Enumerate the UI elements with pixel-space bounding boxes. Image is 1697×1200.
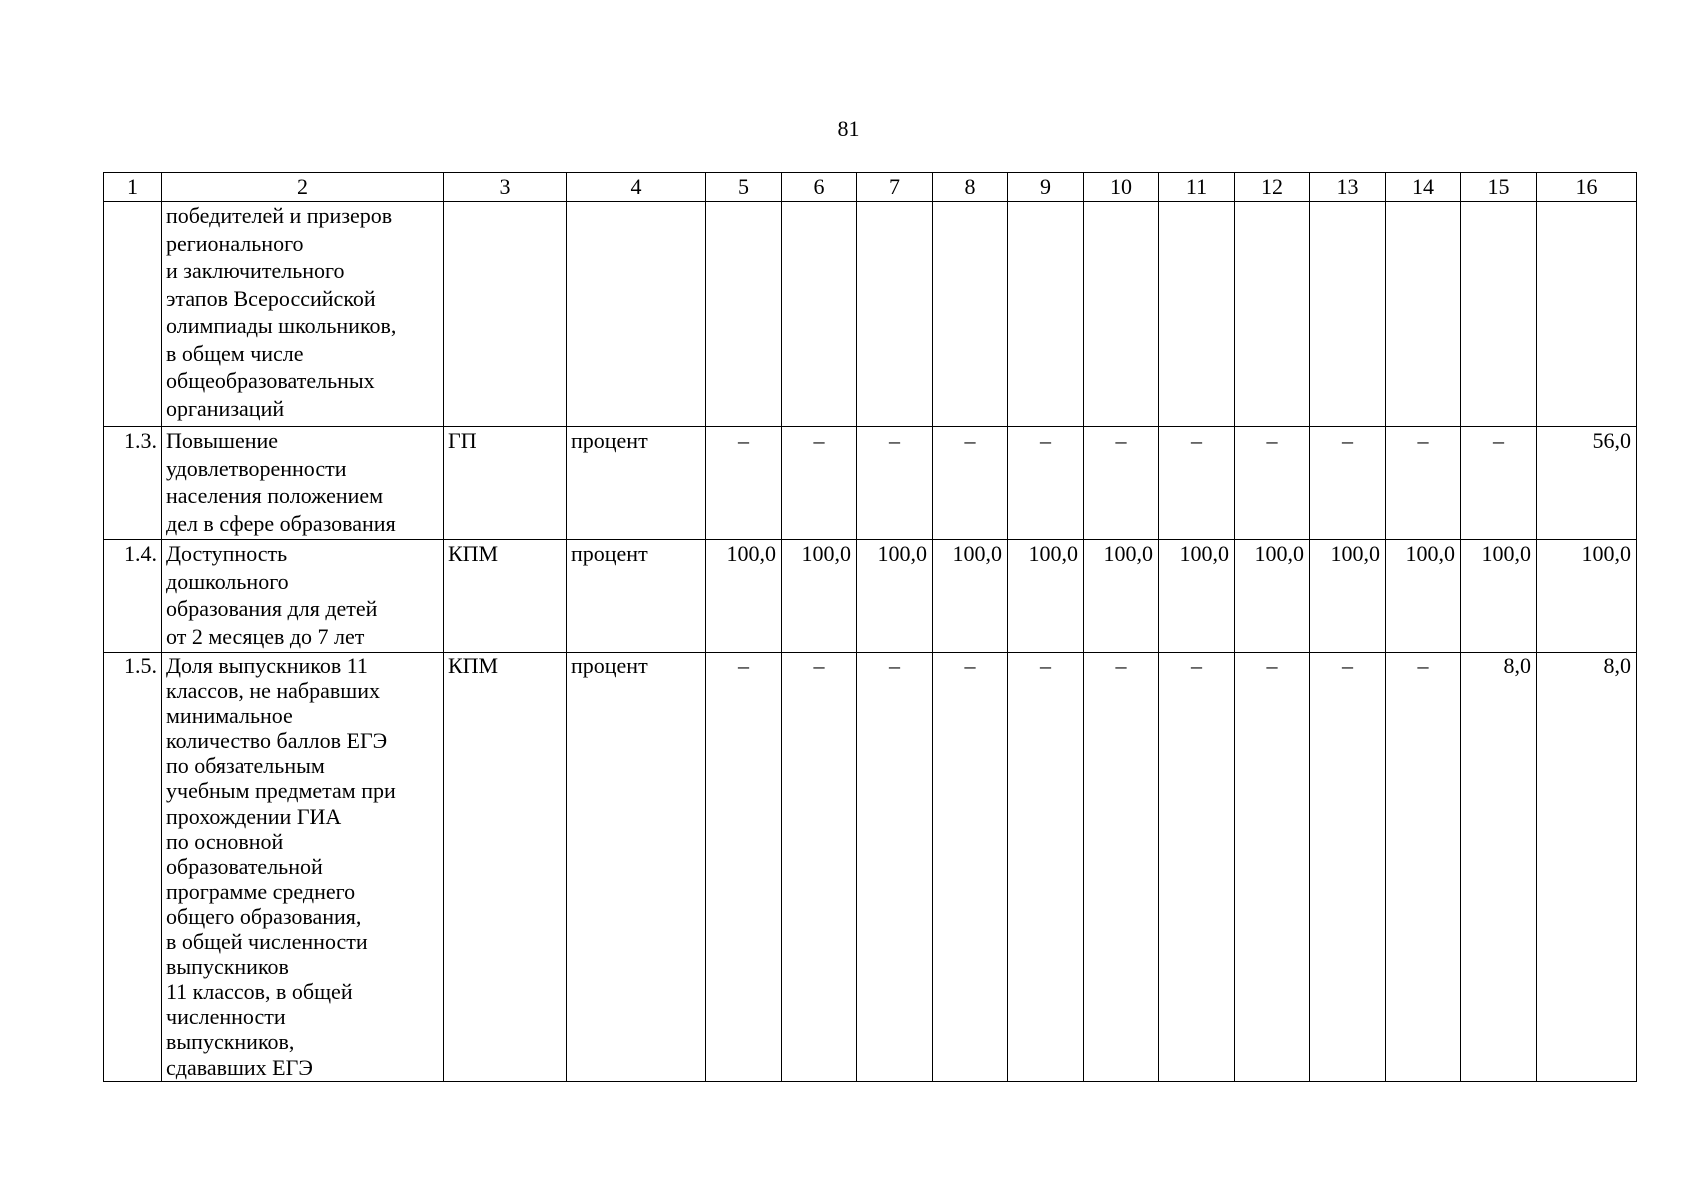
indicator-value: 56,0 <box>1537 427 1637 540</box>
table-row <box>104 540 1637 653</box>
indicator-value: – <box>857 653 933 1082</box>
table-row <box>104 653 1637 1082</box>
table-row <box>104 202 1637 427</box>
indicator-value: – <box>1310 653 1386 1082</box>
header-cell: 8 <box>933 173 1008 202</box>
indicator-name-line: минимальное <box>166 703 293 729</box>
indicator-value: 100,0 <box>1235 540 1310 653</box>
indicator-value: – <box>1008 427 1084 540</box>
indicator-name-line: программе среднего <box>166 878 356 904</box>
row-number <box>104 202 162 427</box>
indicator-value: 100,0 <box>933 540 1008 653</box>
indicator-value <box>1159 202 1235 427</box>
indicator-value: 100,0 <box>1084 540 1159 653</box>
indicator-value: 8,0 <box>1461 653 1537 1082</box>
indicator-source: КПМ <box>444 653 567 1082</box>
header-cell: 6 <box>782 173 857 202</box>
indicator-value: 8,0 <box>1537 653 1637 1082</box>
header-cell: 11 <box>1159 173 1235 202</box>
header-row <box>104 173 1637 202</box>
indicator-unit <box>567 202 706 427</box>
indicator-name-line: выпускников <box>166 954 289 980</box>
indicator-name-line: дел в сфере образования <box>166 510 396 536</box>
indicator-value: 100,0 <box>1537 540 1637 653</box>
indicator-name-line: Повышение <box>166 428 279 453</box>
indicator-name-line: сдававших ЕГЭ <box>166 1054 313 1080</box>
header-cell: 10 <box>1084 173 1159 202</box>
indicator-value: – <box>1235 427 1310 540</box>
indicator-value: – <box>1386 653 1461 1082</box>
indicator-value: – <box>1008 653 1084 1082</box>
indicator-name <box>162 427 444 540</box>
indicator-name <box>162 540 444 653</box>
indicator-value: – <box>933 427 1008 540</box>
header-cell: 3 <box>444 173 567 202</box>
indicator-name-line: в общем числе <box>166 340 304 366</box>
indicator-value: – <box>1386 427 1461 540</box>
header-cell: 1 <box>104 173 162 202</box>
indicator-value <box>1008 202 1084 427</box>
indicator-value: – <box>706 653 782 1082</box>
indicator-value: – <box>1159 653 1235 1082</box>
header-cell: 15 <box>1461 173 1537 202</box>
indicator-name-line: 11 классов, в общей <box>166 979 353 1005</box>
indicator-name-line: и заключительного <box>166 258 345 283</box>
header-cell: 2 <box>162 173 444 202</box>
indicator-value: 100,0 <box>1008 540 1084 653</box>
indicator-name-line: населения положением <box>166 483 384 508</box>
indicator-name-line: Доступность <box>166 541 288 566</box>
indicator-source: ГП <box>444 427 567 540</box>
indicators-table <box>103 172 1637 1082</box>
indicator-value: 100,0 <box>706 540 782 653</box>
indicator-value <box>857 202 933 427</box>
indicator-name <box>162 202 444 427</box>
header-cell: 4 <box>567 173 706 202</box>
indicator-value: – <box>1084 427 1159 540</box>
indicator-value: 100,0 <box>1386 540 1461 653</box>
indicator-value: – <box>782 427 857 540</box>
indicator-value: 100,0 <box>1461 540 1537 653</box>
indicator-value <box>1386 202 1461 427</box>
indicator-value <box>933 202 1008 427</box>
indicator-source <box>444 202 567 427</box>
indicator-name-line: количество баллов ЕГЭ <box>166 728 388 754</box>
table-row <box>104 427 1637 540</box>
header-cell: 7 <box>857 173 933 202</box>
row-number: 1.4. <box>104 540 162 653</box>
indicator-value <box>782 202 857 427</box>
indicator-value <box>1084 202 1159 427</box>
header-cell: 13 <box>1310 173 1386 202</box>
indicator-name-line: классов, не набравших <box>166 678 380 704</box>
row-number: 1.5. <box>104 653 162 1082</box>
indicator-value <box>706 202 782 427</box>
indicator-value: 100,0 <box>782 540 857 653</box>
indicator-source: КПМ <box>444 540 567 653</box>
indicator-value: 100,0 <box>1310 540 1386 653</box>
indicator-value: – <box>1461 427 1537 540</box>
indicator-value: 100,0 <box>1159 540 1235 653</box>
indicator-name-line: от 2 месяцев до 7 лет <box>166 623 365 649</box>
indicator-name-line: дошкольного <box>166 568 289 594</box>
indicator-value <box>1235 202 1310 427</box>
row-number: 1.3. <box>104 427 162 540</box>
indicator-value <box>1310 202 1386 427</box>
indicator-value <box>1461 202 1537 427</box>
indicator-value: – <box>706 427 782 540</box>
indicator-unit: процент <box>567 653 706 1082</box>
indicator-name-line: прохождении ГИА <box>166 803 342 829</box>
indicator-name <box>162 653 444 1082</box>
indicator-name-line: олимпиады школьников, <box>166 313 397 338</box>
indicator-name-line: учебным предметам при <box>166 778 396 804</box>
header-cell: 16 <box>1537 173 1637 202</box>
header-cell: 12 <box>1235 173 1310 202</box>
indicator-name-line: по обязательным <box>166 753 325 779</box>
page-number: 81 <box>837 116 860 141</box>
indicator-name-line: в общей численности <box>166 929 368 955</box>
indicator-value: – <box>1159 427 1235 540</box>
indicator-value: – <box>1235 653 1310 1082</box>
indicator-value <box>1537 202 1637 427</box>
indicator-name-line: этапов Всероссийской <box>166 285 376 311</box>
indicator-name-line: победителей и призеров <box>166 203 393 228</box>
indicator-name-line: выпускников, <box>166 1029 295 1055</box>
indicator-name-line: Доля выпускников 11 <box>166 653 368 678</box>
header-cell: 5 <box>706 173 782 202</box>
indicator-name-line: регионального <box>166 230 304 256</box>
indicator-name-line: организаций <box>166 395 285 421</box>
indicator-value: – <box>1310 427 1386 540</box>
indicator-value: – <box>933 653 1008 1082</box>
indicator-name-line: образования для детей <box>166 596 378 621</box>
indicator-name-line: численности <box>166 1004 286 1030</box>
indicator-name-line: удовлетворенности <box>166 455 347 481</box>
indicator-unit: процент <box>567 427 706 540</box>
indicator-name-line: по основной <box>166 828 284 854</box>
indicator-value: – <box>782 653 857 1082</box>
indicator-value: 100,0 <box>857 540 933 653</box>
indicator-value: – <box>1084 653 1159 1082</box>
indicator-value: – <box>857 427 933 540</box>
indicator-name-line: образовательной <box>166 853 323 879</box>
indicator-name-line: общеобразовательных <box>166 368 375 393</box>
indicator-unit: процент <box>567 540 706 653</box>
header-cell: 14 <box>1386 173 1461 202</box>
header-cell: 9 <box>1008 173 1084 202</box>
indicator-name-line: общего образования, <box>166 903 362 929</box>
